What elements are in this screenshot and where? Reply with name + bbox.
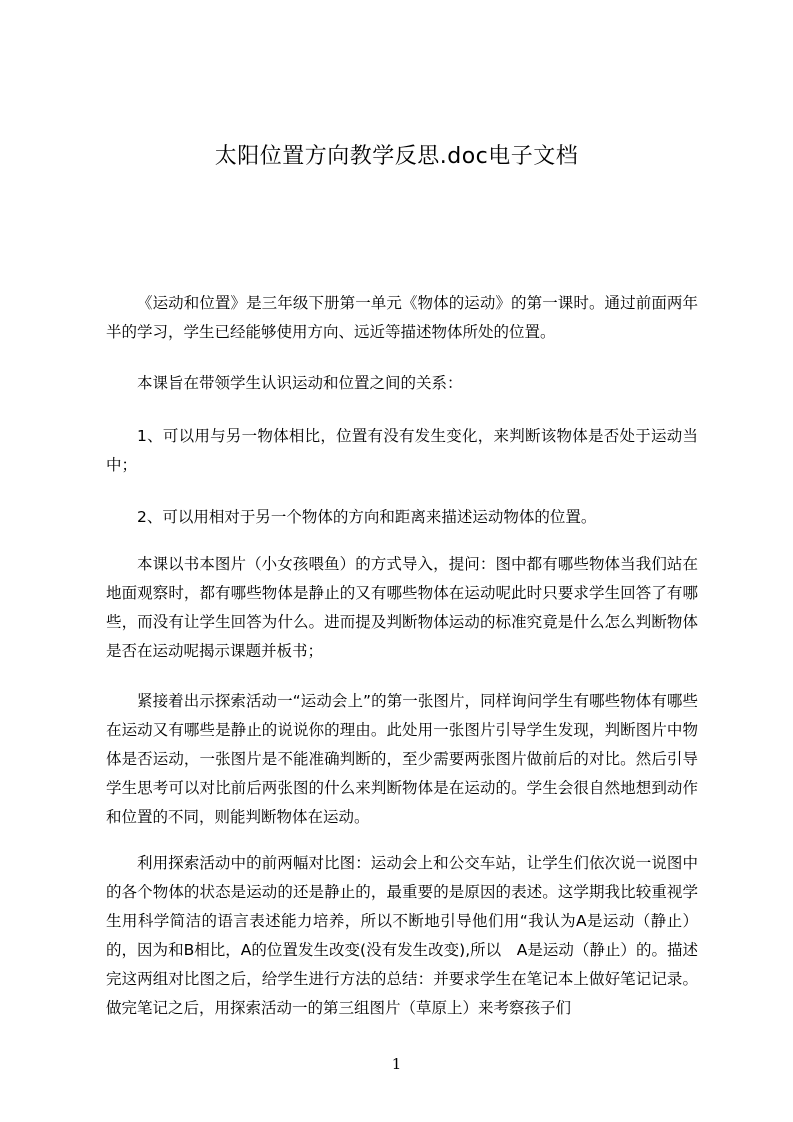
paragraph-point-2: 2、可以用相对于另一个物体的方向和距离来描述运动物体的位置。 bbox=[137, 508, 597, 526]
paragraph-intro: 《运动和位置》是三年级下册第一单元《物体的运动》的第一课时。通过前面两年半的学习，学生已经能够使用方向、远近等描述物体所处的位置。 bbox=[106, 294, 698, 341]
page-number: 1 bbox=[391, 1055, 402, 1073]
paragraph-lesson-aim: 本课旨在带领学生认识运动和位置之间的关系： bbox=[137, 374, 463, 392]
paragraph-activity-one: 紧接着出示探索活动一“运动会上”的第一张图片，同样询问学生有哪些物体有哪些在运动又有哪些是静止的说说你的理由。此处用一张图片引导学生发现，判断图片中物体是否运动，一张图片是不能准确判断的，至少需要两张图片做前后的对比。然后引导学生思考可以对比前后两张图的什么来判断物体是在运动的。学生会很自然地想到动作和位置的不同，则能判断物体在运动。 bbox=[106, 692, 698, 826]
document-title: 太阳位置方向教学反思.doc电子文档 bbox=[214, 144, 579, 169]
paragraph-point-1: 1、可以用与另一物体相比，位置有没有发生变化，来判断该物体是否处于运动当中； bbox=[106, 427, 698, 474]
paragraph-introduction-method: 本课以书本图片（小女孩喂鱼）的方式导入，提问：图中都有哪些物体当我们站在地面观察时，都有哪些物体是静止的又有哪些物体在运动呢此时只要求学生回答了有哪些，而没有让学生回答为什么。进而提及判断物体运动的标准究竟是什么怎么判断物体是否在运动呢揭示课题并板书； bbox=[106, 555, 698, 660]
paragraph-comparison: 利用探索活动中的前两幅对比图：运动会上和公交车站，让学生们依次说一说图中的各个物体的状态是运动的还是静止的，最重要的是原因的表述。这学期我比较重视学生用科学简洁的语言表述能力培养，所以不断地引导他们用“我认为A是运动（静止）的，因为和B相比，A的位置发生改变(没有发生改变),所以 A是运动（静止）的。描述完这两组对比图之后，给学生进行方法的总结：并要求学生在笔记本上做好笔记记录。做完笔记之后，用探索活动一的第三组图片（草原上）来考察孩子们 bbox=[106, 854, 698, 1017]
